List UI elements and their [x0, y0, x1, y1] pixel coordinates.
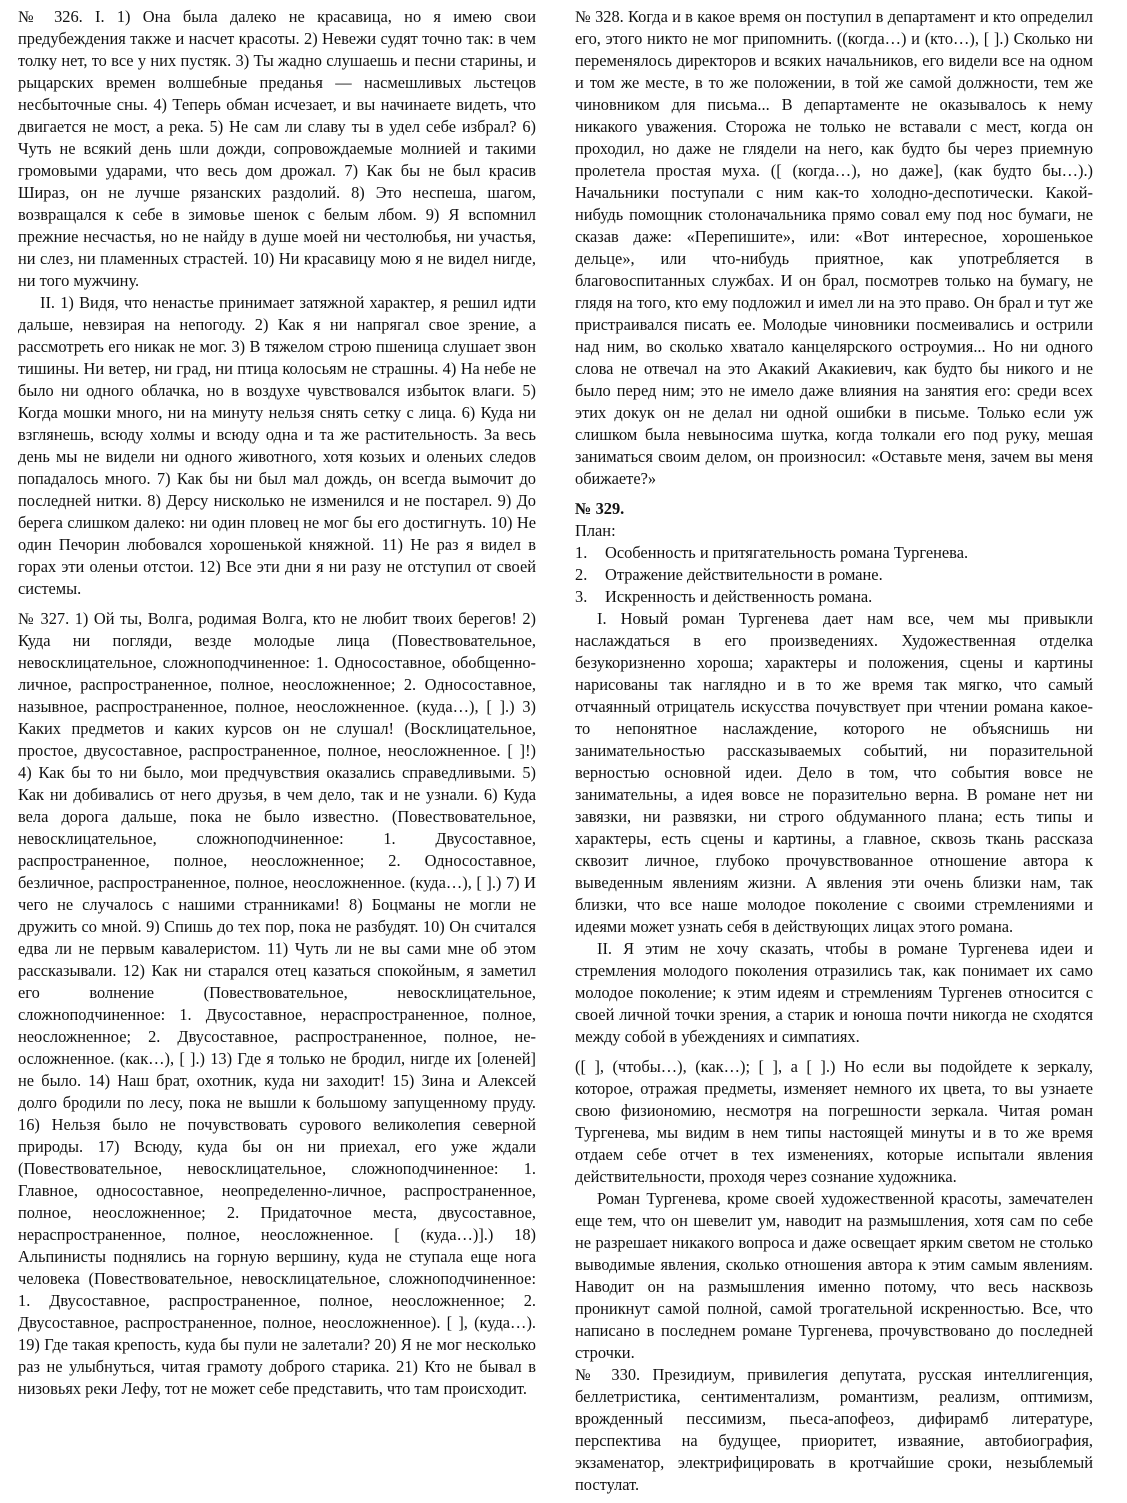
exercise-328: № 328. Когда и в какое время он поступил в департамент и кто определил его, этого никто не мог припомнить. ((когда…) и (кто…), [ ].) Сколько ни переменялось директоров и всяких начальников, его видели все на одном и том же месте, в то же положении, в той же самой должности, тем же чиновником для письма... В департаменте не оказывалось к нему никакого уважения. Сторожа не только не вставали с мест, когда он проходил, но даже не глядели на него, как будто бы через приемную пролетела простая муха. ([ (когда…), но даже], (как будто бы…).) Начальники поступали с ним как-то холодно-деспотически. Какой-нибудь помощник столоначальника прямо совал ему под нос бумаги, не сказав даже: «Перепишите», или: «Вот интересное, хорошенькое дельце», или что-нибудь приятное, как употребляется в благовоспитанных службах. И он брал, посмотрев только на бумагу, не глядя на того, кто ему подложил и имел ли на это право. Он брал и тут же пристраивался писать ее. Молодые чиновники посмеивались и острили над ним, во сколько хватало канцелярского остроумия... Но ни одного слова не отвечал на это Акакий Акакиевич, как будто бы никого и не было перед ним; это не имело даже влияния на занятия его: среди всех этих докук он не делал ни одной ошибки в письме. Только если уж слишком была невыносима шутка, когда толкали его под руку, мешая заниматься своим делом, он произносил: «Оставьте меня, зачем вы меня обижаете?» — [575, 7, 1093, 488]
exercise-327: № 327. 1) Ой ты, Волга, родимая Волга, кто не любит твоих берегов! 2) Куда ни погляди, везде молодые лица (Повествовательное, невосклицательное, сложноподчиненное: 1. Односоставное, обобщенно-личное, распространенное, полное, неосложненное; 2. Односоставное, назывное, распространенное, полное, неосложненное. (куда…), [ ].) 3) Каких предметов и каких курсов он не слушал! (Восклицательное, простое, двусоставное, распространенное, полное, неосложненное. [ ]!) 4) Как бы то ни было, мои предчувствия оказались справедливыми. 5) Как ни добивались от него друзья, в чем дело, так и не узнали. 6) Куда вела дорога дальше, пока не было известно. (Повествовательное, невосклицательное, сложноподчиненное: 1. Двусоставное, распространенное, полное, неосложненное; 2. Односоставное, безличное, распространенное, полное, неосложненное. (куда…), [ ].) 7) И чего не случалось с нашими странниками! 8) Боцманы не могли не дружить со мной. 9) Спишь до тех пор, пока не разбудят. 10) Он считался едва ли не первым кавалеристом. 11) Чуть ли не вы сами мне об этом рассказывали. 12) Как ни старался отец казаться спокойным, я заметил его волнение (Повествовательное, невосклицательное, сложноподчиненное: 1. Двусоставное, нераспространенное, полное, неосложненное; 2. Двусоставное, распространенное, полное, не-осложненное. (как…), [ ].) 13) Где я только не бродил, нигде их [оленей] не было. 14) Наш брат, охотник, куда ни заходит! 15) Зина и Алексей долго бродили по лесу, пока не вышли к большому запущенному пруду. 16) Нельзя было не почувствовать сурового великолепия северной природы. 17) Всюду, куда бы он ни приехал, его уже ждали (Повествовательное, невосклицательное, сложноподчиненное: 1. Главное, односоставное, неопределенно-личное, распространенное, полное, неосложненное; 2. Придаточное места, двусоставное, нераспространенное, полное, неосложненное. [ (куда…)].) 18) Альпинисты поднялись на горную вершину, куда не ступала еще нога человека (Повествовательное, невосклицательное, сложноподчиненное: 1. Двусоставное, распространенное, полное, неосложненное; 2. Двусоставное, распространенное, полное, неосложненное). [ ], (куда…). 19) Где такая крепость, куда бы пули не залетали? 20) Я не мог несколько раз не улыбнуться, читая грамоту доброго старика. 21) Кто не бывал в низовьях реки Лефу, тот не может себе представить, что там происходит. — [18, 609, 536, 1398]
exercise-330: № 330. Президиум, привилегия депутата, русская интеллигенция, беллетристика, сентиментализм, романтизм, реализм, оптимизм, врожденный пессимизм, пьеса-апофеоз, дифирамб литературе, перспектива на будущее, приоритет, изваяние, автобиография, экзаменатор, электрифицировать в кротчайшие сроки, незыблемый постулат. — [575, 1365, 1093, 1494]
exercise-329-part-1: I. Новый роман Тургенева дает нам все, чем мы привыкли наслаждаться в его произведениях. Художественная отделка безукоризненно хороша; характеры и положения, сцены и картины нарисованы так наглядно и в то же время так мягко, что самый отчаянный отрицатель искусства почувствует при чтении романа какое-то непонятное наслаждение, которого не объяснишь ни занимательностью рассказываемых событий, ни поразительной верностью основной идеи. Дело в том, что события вовсе не занимательны, а идея вовсе не поразительно верна. В романе нет ни завязки, ни развязки, ни строго обдуманного плана; есть типы и характеры, есть сцены и картины, а главное, сквозь ткань рассказа сквозит личное, глубоко прочувствованное отношение автора к выведенным явлениям жизни. А явления эти очень близки нам, так близки, что все наше молодое поколение с своими стремлениями и идеями может узнать себя в действующих лицах этого романа. — [575, 609, 1093, 936]
plan-label: План: — [575, 521, 616, 540]
plan-item: 3. Искренность и действенность романа. — [575, 587, 873, 606]
exercise-329-part-3: ([ ], (чтобы…), (как…); [ ], а [ ].) Но если вы подойдете к зеркалу, которое, отражая предметы, изменяет немного их цвета, то вы узнаете свою физиономию, несмотря на погрешности зеркала. Читая роман Тургенева, мы видим в нем типы настоящей минуты и в то же время отдаем себе отчет в тех изменениях, которые испытали явления действительности, проходя через сознание художника. — [575, 1057, 1093, 1186]
plan-item: 1. Особенность и притягательность романа Тургенева. — [575, 543, 969, 562]
right-column — [575, 6, 1093, 1496]
exercise-329-part-2: II. Я этим не хочу сказать, чтобы в романе Тургенева идеи и стремления молодого поколения отразились так, как понимает их само молодое поколение; к этим идеям и стремлениям Тургенев относится с своей личной точки зрения, а старик и юноша почти никогда не сходятся между собой в убеждениях и симпатиях. — [575, 939, 1093, 1046]
plan-list — [575, 542, 1093, 608]
exercise-326-part-1: № 326. I. 1) Она была далеко не красавица, но я имею свои предубеждения также и насчет красоты. 2) Невежи судят точно так: в чем толку нет, то все у них пустяк. 3) Ты жадно слушаешь и песни старины, и рыцарских времен волшебные преданья — насмешливых льстецов несбыточные сны. 4) Теперь обман исчезает, и вы начинаете видеть, что двигается не мост, а река. 5) Не сам ли славу ты в удел себе избрал? 6) Чуть не всякий день шли дожди, сопровождаемые молнией и такими громовыми ударами, что весь дом дрожал. 7) Как бы не был красив Шираз, он не лучше рязанских раздолий. 8) Это неспеша, шагом, возвращался к себе в зимовье шенок с белым лбом. 9) Я вспомнил прежние несчастья, но не найду в душе моей ни честолюбья, ни участья, ни слез, ни пламенных страстей. 10) Ни красавицу мою я не видел нигде, ни того мужчину. — [18, 7, 536, 290]
exercise-329-heading: № 329. — [575, 499, 625, 518]
exercise-329-part-4: Роман Тургенева, кроме своей художественной красоты, замечателен еще тем, что он шевелит ум, наводит на размышления, хотя сам по себе не разрешает никакого вопроса и даже освещает ярким светом не столько выводимые явления, сколько отношения автора к этим самым явлениям. Наводит он на размышления именно потому, что весь насквозь проникнут самой полной, самой трогательной искренностью. Все, что написано в последнем романе Тургенева, прочувствовано до последней строчки. — [575, 1189, 1093, 1362]
exercise-326-part-2: II. 1) Видя, что ненастье принимает затяжной характер, я решил идти дальше, невзирая на непогоду. 2) Как я ни напрягал свое зрение, а рассмотреть его никак не мог. 3) В тяжелом строю пшеница слушает звон тишины. Ни ветер, ни град, ни птица колосьям не страшны. 4) На небе не было ни одного облачка, но в воздухе чувствовался избыток влаги. 5) Когда мошки много, ни на минуту нельзя снять сетку с лица. 6) Куда ни взглянешь, всюду холмы и всюду одна и та же растительность. За весь день мы не видели ни одного животного, хотя козьих и оленьих следов попадалось много. 7) Как бы ни был мал дождь, он всегда вымочит до последней нитки. 8) Дерсу нисколько не изменился и не постарел. 9) До берега слишком далеко: ни один пловец не мог бы его достигнуть. 10) Не один Печорин любовался хорошенькой княжной. 11) Не раз я видел в горах эти оленьи отстои. 12) Все эти дни я ни разу не отступил от своей системы. — [18, 293, 536, 598]
left-column — [18, 6, 536, 1400]
plan-item: 2. Отражение действительности в романе. — [575, 565, 883, 584]
